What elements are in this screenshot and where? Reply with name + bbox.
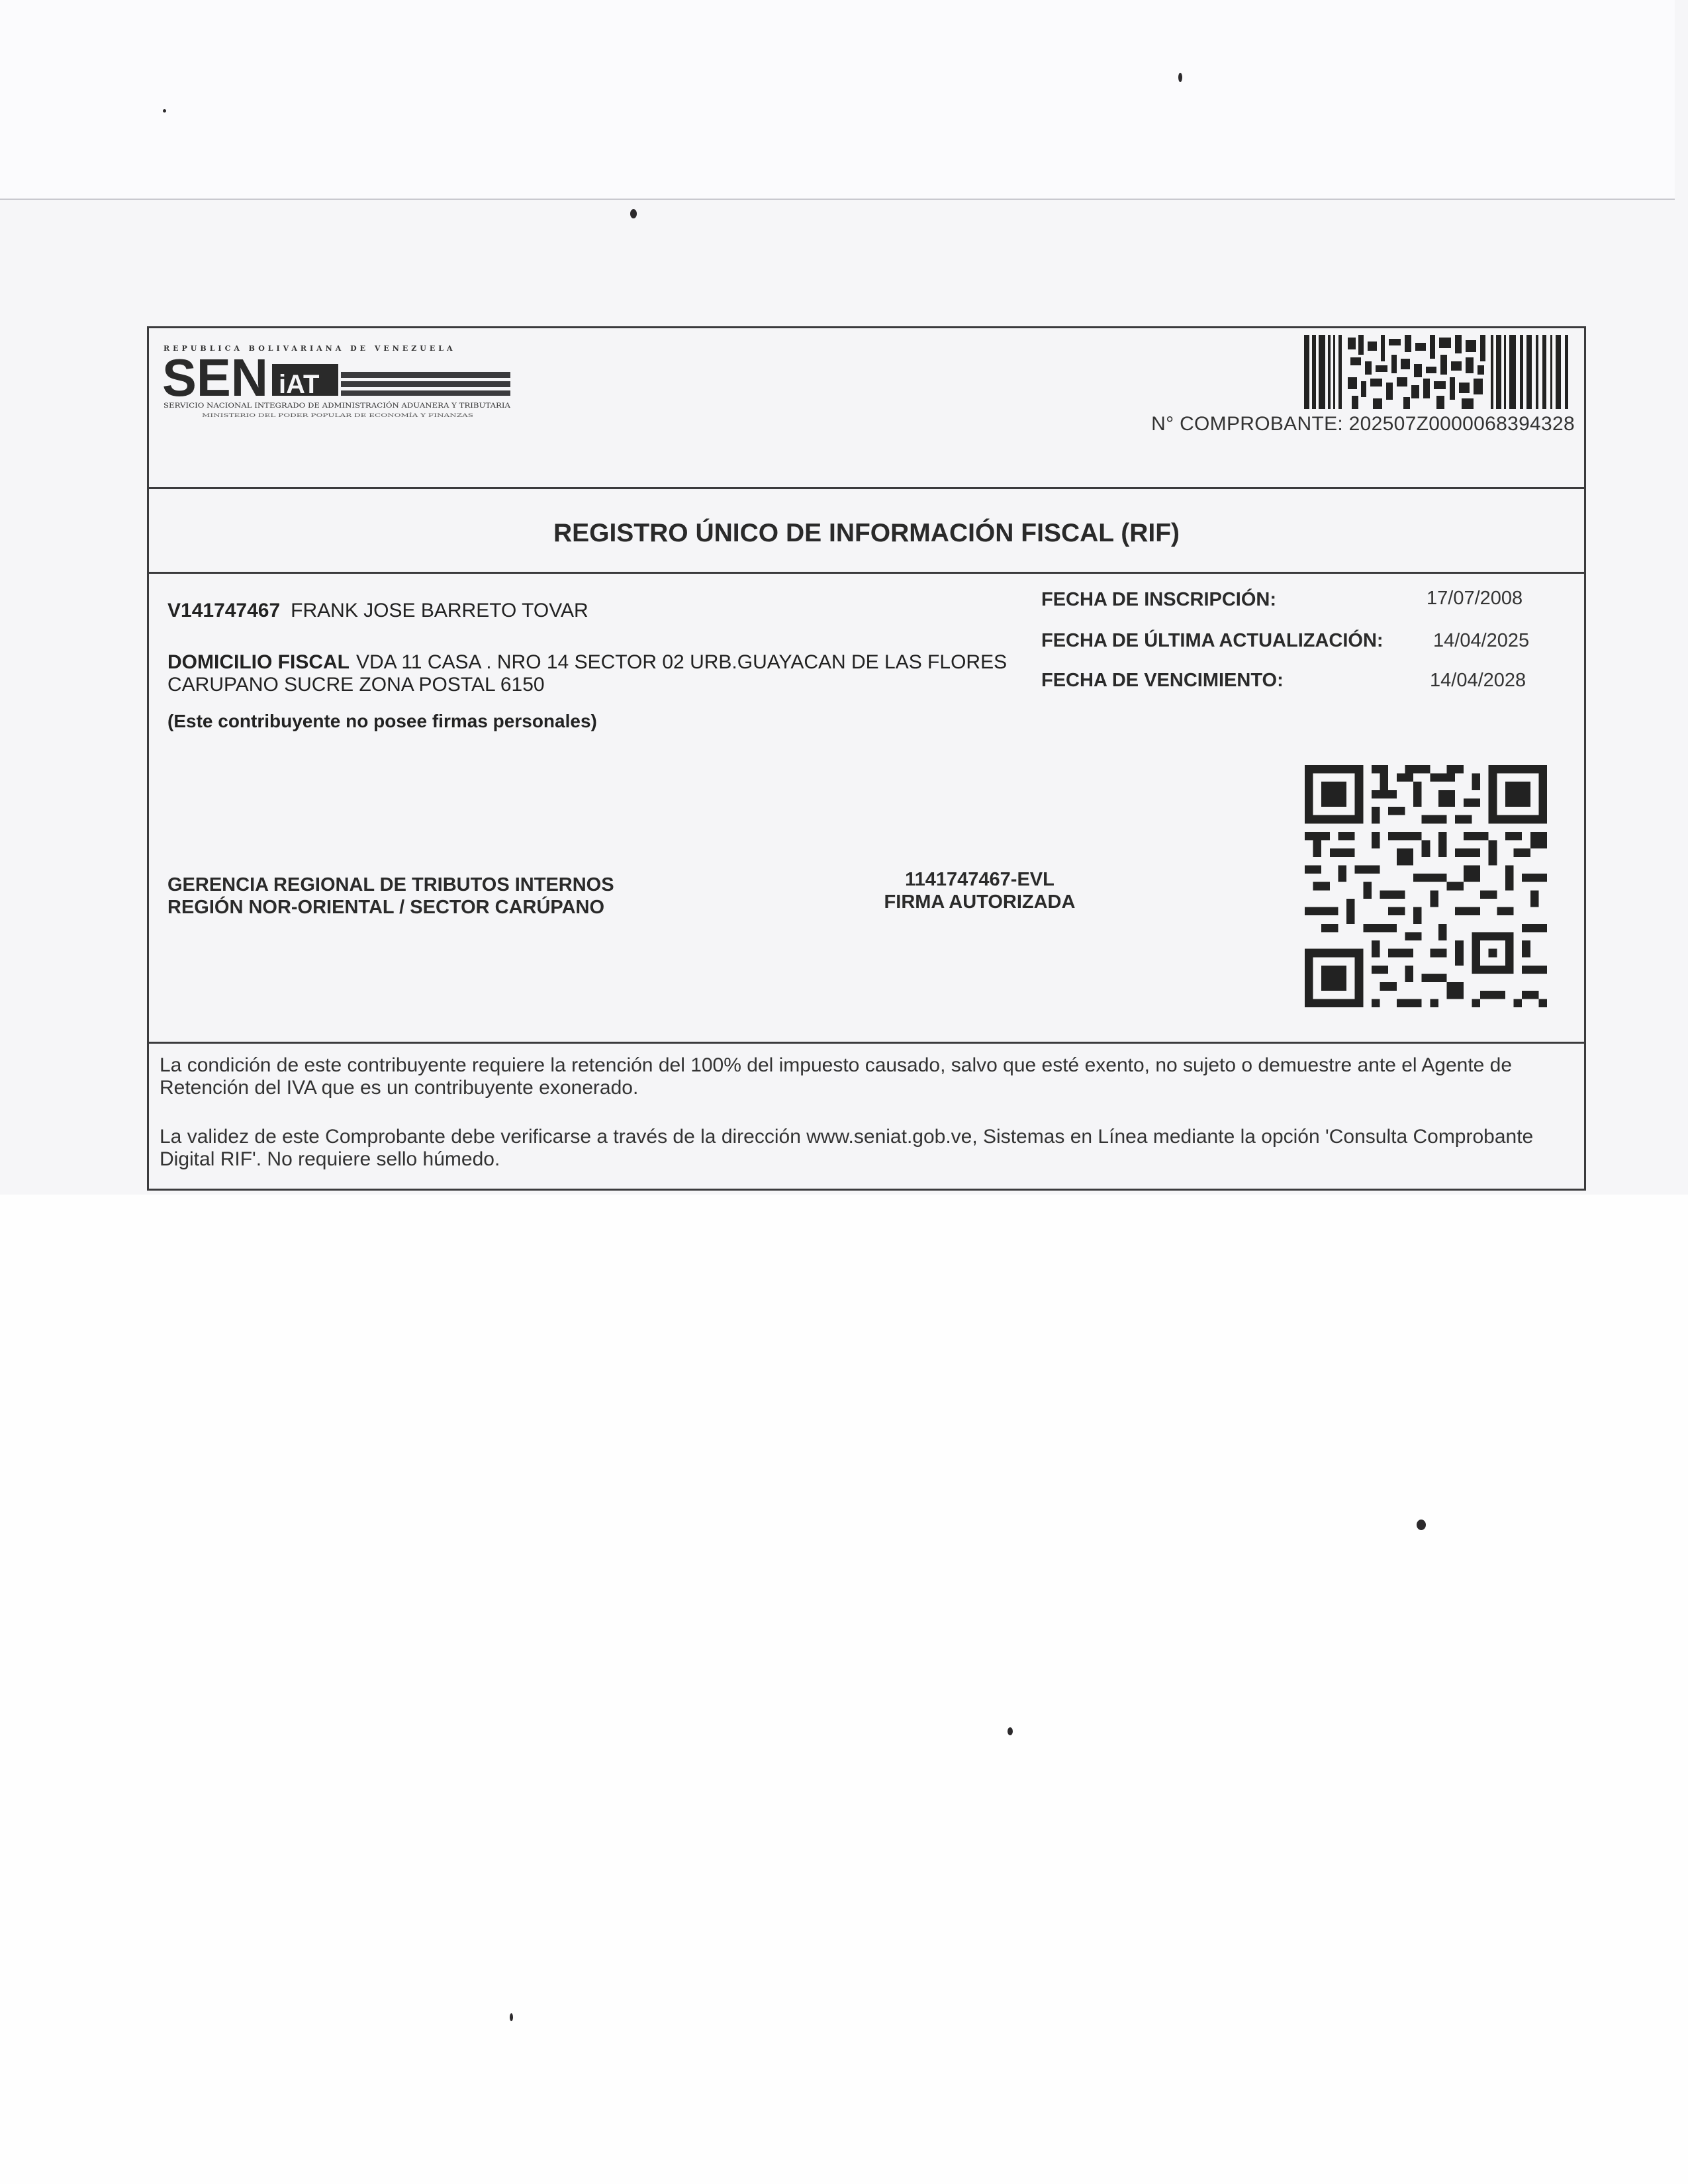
qr-code-image [1305,765,1547,1007]
taxpayer-line [167,600,588,622]
signature-code: 1141747467-EVL [905,869,1055,890]
vencimiento-value: 14/04/2028 [1430,670,1526,691]
scan-lower-blank-area [0,1195,1688,2184]
scan-speck [630,209,637,218]
rif-number: V141747467 [167,600,281,621]
scan-speck [163,109,166,113]
retention-notice: La condición de este contribuyente requiere la retención del 100% del impuesto causado, salvo que esté exento, no sujeto o demuestre ante el Agente de Retención del IVA que es un contribuyente exonerado. [160,1054,1513,1099]
rif-certificate [147,326,1586,1191]
domicilio-label: DOMICILIO FISCAL [167,651,350,673]
scan-speck [510,2013,513,2021]
title-band [149,487,1584,574]
scan-speck [1178,73,1182,82]
barcode-image [1304,335,1569,409]
svg-text:iAT: iAT [279,370,320,399]
vencimiento-label: FECHA DE VENCIMIENTO: [1041,670,1284,691]
signature-label: FIRMA AUTORIZADA [884,891,1076,913]
document-title: REGISTRO ÚNICO DE INFORMACIÓN FISCAL (RIF) [553,519,1180,547]
taxpayer-name: FRANK JOSE BARRETO TOVAR [291,600,588,621]
scan-speck [1417,1520,1426,1530]
scan-speck [1008,1727,1013,1735]
authorized-signature [824,868,1135,913]
certificate-footer [149,1042,1584,1191]
actualizacion-value: 14/04/2025 [1433,630,1530,651]
office-line-1: GERENCIA REGIONAL DE TRIBUTOS INTERNOS [167,874,614,895]
regional-office [167,874,614,919]
actualizacion-label: FECHA DE ÚLTIMA ACTUALIZACIÓN: [1041,630,1383,651]
logo-ministry: MINISTERIO DEL PODER POPULAR DE ECONOMÍA Y FINANZAS [202,413,360,418]
inscripcion-label: FECHA DE INSCRIPCIÓN: [1041,589,1276,610]
office-line-2: REGIÓN NOR-ORIENTAL / SECTOR CARÚPANO [167,897,605,918]
no-signatures-note: (Este contribuyente no posee firmas personales) [167,711,597,731]
seniat-logo [162,341,533,434]
comprobante-number: N° COMPROBANTE: 202507Z0000068394328 [1151,413,1575,435]
certificate-header [149,328,1584,489]
validity-notice: La validez de este Comprobante debe verificarse a través de la dirección www.seniat.gob.ve, Sistemas en Línea mediante la opción 'Consulta Comprobante Digital RIF'. No requiere sello húmedo. [160,1126,1534,1170]
svg-text:SEN: SEN [162,348,268,407]
domicilio-value: VDA 11 CASA . NRO 14 SECTOR 02 URB.GUAYACAN DE LAS FLORES CARUPANO SUCRE ZONA POSTAL 6150 [167,651,1008,696]
scan-top-strip [0,0,1675,200]
domicilio-fiscal [167,651,1068,696]
logo-subtitle: SERVICIO NACIONAL INTEGRADO DE ADMINISTRACIÓN ADUANERA Y TRIBUTARIA [164,402,459,410]
republic-text: REPUBLICA BOLIVARIANA DE VENEZUELA [164,344,456,353]
inscripcion-value: 17/07/2008 [1427,588,1523,609]
